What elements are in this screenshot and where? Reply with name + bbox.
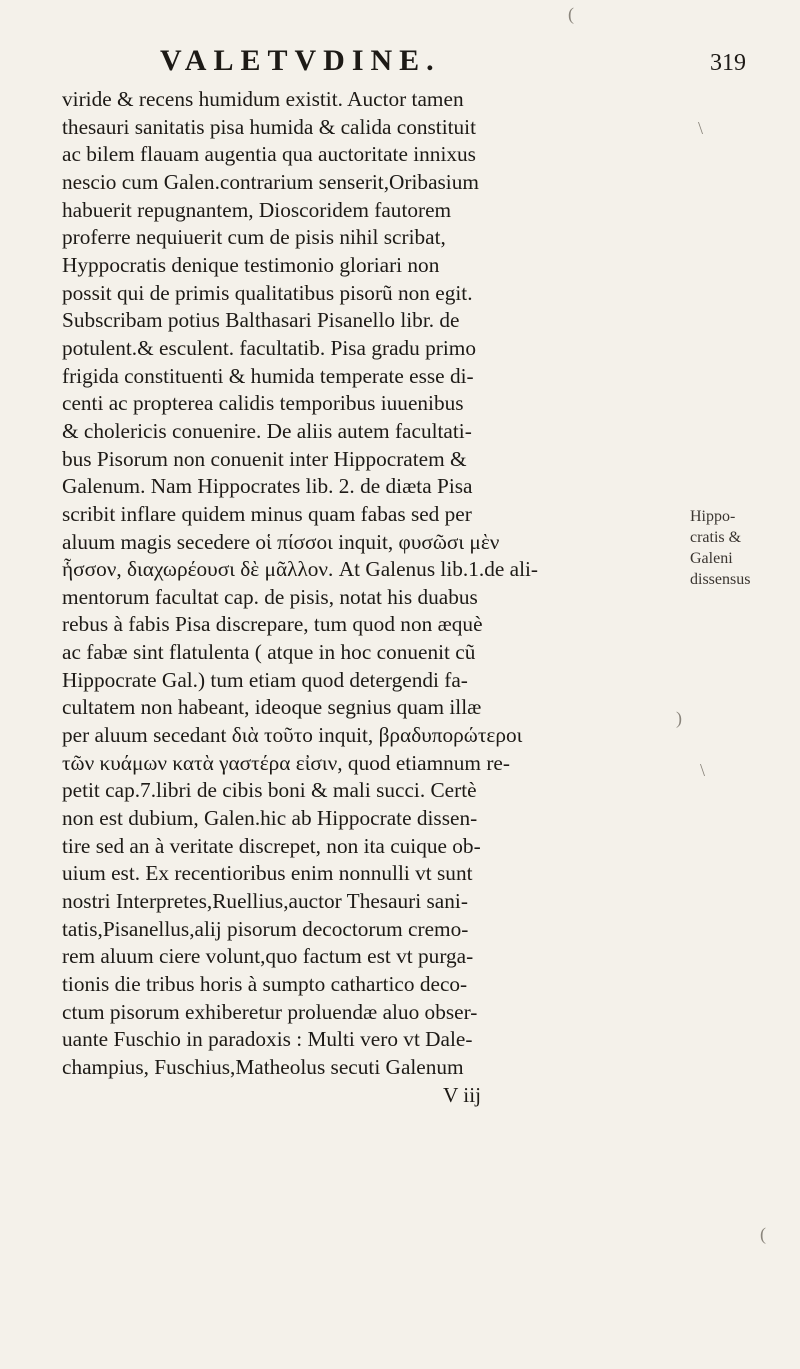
- signature-mark: V iij: [442, 1082, 482, 1107]
- text-line: τῶν κυάμων κατὰ γαστέρα εἰσιν, quod etiamnum re-: [62, 750, 510, 775]
- text-line: Hyppocratis denique testimonio gloriari non: [62, 252, 440, 277]
- margin-note-line: Hippo-: [690, 508, 736, 525]
- page-number: 319: [710, 50, 746, 76]
- body-text: [62, 86, 682, 1109]
- text-line: Hippocrate Gal.) tum etiam quod detergendi fa-: [62, 667, 468, 692]
- text-line: frigida constituenti & humida temperate esse di-: [62, 363, 474, 388]
- text-line: nostri Interpretes,Ruellius,auctor Thesauri sani-: [62, 889, 468, 914]
- text-line: proferre nequiuerit cum de pisis nihil scribat,: [62, 225, 446, 250]
- text-line: uium est. Ex recentioribus enim nonnulli vt sunt: [62, 861, 473, 886]
- edge-mark: ): [676, 708, 682, 728]
- text-line: ctum pisorum exhiberetur proluendæ aluo obser-: [62, 999, 478, 1024]
- edge-mark: (: [760, 1224, 766, 1244]
- edge-mark: \: [698, 118, 704, 138]
- edge-mark: (: [568, 4, 574, 24]
- text-line: thesauri sanitatis pisa humida & calida constituit: [62, 114, 477, 139]
- text-line: non est dubium, Galen.hic ab Hippocrate dissen-: [62, 806, 478, 831]
- text-line: Subscribam potius Balthasari Pisanello libr. de: [62, 308, 460, 333]
- text-line: bus Pisorum non conuenit inter Hippocratem &: [62, 446, 467, 471]
- text-line: mentorum facultat cap. de pisis, notat his duabus: [62, 584, 478, 609]
- text-line: rem aluum ciere volunt,quo factum est vt purga-: [62, 944, 474, 969]
- margin-note-line: dissensus: [690, 571, 751, 588]
- text-line: tatis,Pisanellus,alij pisorum decoctorum cremo-: [62, 916, 469, 941]
- text-line: ac bilem flauam augentia qua auctoritate innixus: [62, 142, 476, 167]
- text-line: Galenum. Nam Hippocrates lib. 2. de diæta Pisa: [62, 474, 473, 499]
- running-head-title: VALETVDINE.: [160, 44, 441, 77]
- text-line: nescio cum Galen.contrarium senserit,Oribasium: [62, 169, 479, 194]
- text-line: scribit inflare quidem minus quam fabas sed per: [62, 501, 472, 526]
- text-line: centi ac propterea calidis temporibus iuuenibus: [62, 391, 464, 416]
- text-line: & cholericis conuenire. De aliis autem facultati-: [62, 418, 472, 443]
- text-line: tire sed an à veritate discrepet, non ita cuique ob-: [62, 833, 481, 858]
- text-line: possit qui de primis qualitatibus pisorũ non egit.: [62, 280, 473, 305]
- text-line: per aluum secedant διὰ τοῦτο inquit, βραδυπορώτεροι: [62, 723, 523, 748]
- text-line: uante Fuschio in paradoxis : Multi vero vt Dale-: [62, 1027, 473, 1052]
- margin-note-line: cratis &: [690, 529, 742, 546]
- text-line: habuerit repugnantem, Dioscoridem fautorem: [62, 197, 452, 222]
- text-line: potulent.& esculent. facultatib. Pisa gradu primo: [62, 335, 477, 360]
- text-line: cultatem non habeant, ideoque segnius quam illæ: [62, 695, 482, 720]
- edge-mark: \: [700, 760, 706, 780]
- text-line: ἧσσον, διαχωρέουσι δὲ μᾶλλον. At Galenus lib.1.de ali-: [62, 557, 539, 582]
- text-line: champius, Fuschius,Matheolus secuti Galenum: [62, 1054, 464, 1079]
- text-line: aluum magis secedere οἱ πίσσοι inquit, φυσῶσι μὲν: [62, 529, 500, 554]
- text-line: rebus à fabis Pisa discrepare, tum quod non æquè: [62, 612, 483, 637]
- text-line: tionis die tribus horis à sumpto cathartico deco-: [62, 972, 468, 996]
- margin-note-line: Galeni: [690, 550, 733, 567]
- text-line: petit cap.7.libri de cibis boni & mali succi. Certè: [62, 778, 477, 803]
- text-line: viride & recens humidum existit. Auctor tamen: [62, 87, 464, 111]
- margin-note: [690, 506, 790, 590]
- running-head: [0, 44, 800, 84]
- text-line: ac fabæ sint flatulenta ( atque in hoc conuenit cũ: [62, 640, 476, 665]
